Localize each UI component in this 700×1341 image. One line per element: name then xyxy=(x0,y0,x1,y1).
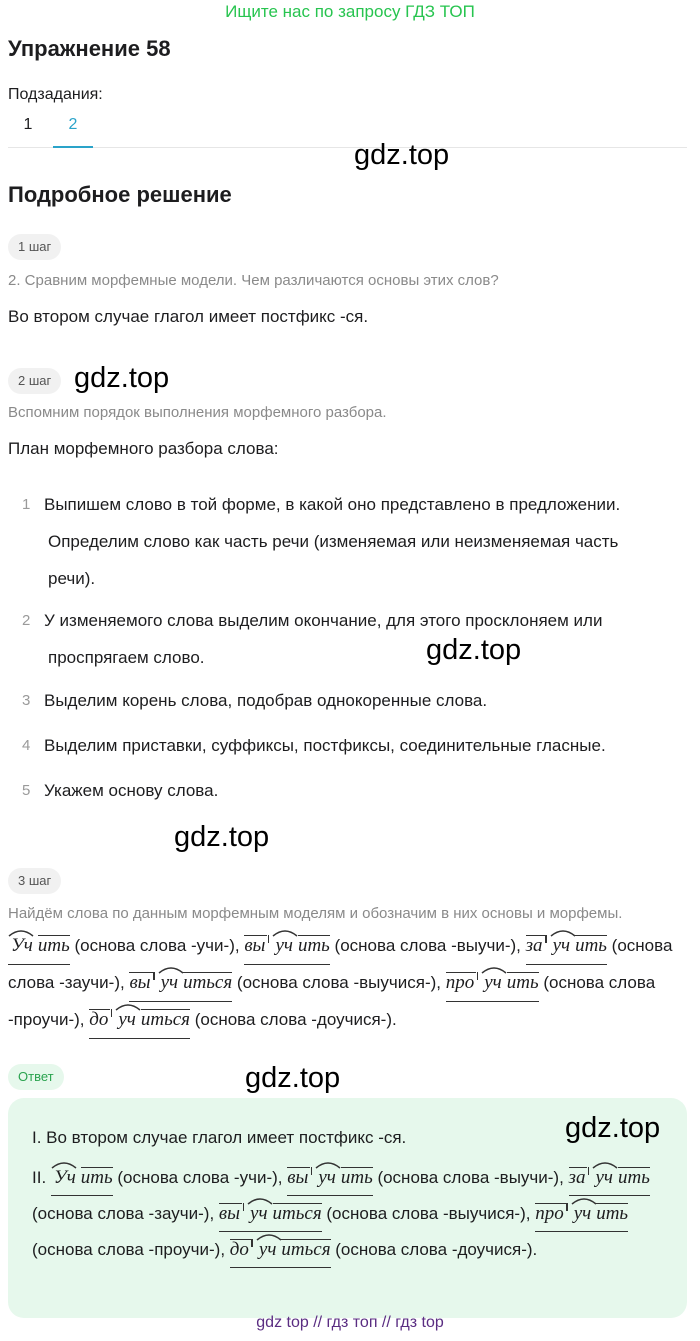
morpheme-note: (основа слова -проучи-), xyxy=(32,1240,230,1259)
list-text: Определим слово как часть речи (изменяемая или неизменяемая часть xyxy=(48,532,619,551)
list-number: 4 xyxy=(22,737,31,754)
suffix-morpheme: ить xyxy=(340,1167,373,1188)
prefix-morpheme: за xyxy=(569,1167,588,1188)
morpheme-note: (основа слова -выучи-), xyxy=(329,936,526,955)
morpheme-word xyxy=(569,1160,650,1196)
morpheme-note: (основа слова -выучися-), xyxy=(232,973,446,992)
step-text: План морфемного разбора слова: xyxy=(8,439,279,458)
prefix-morpheme: вы xyxy=(244,935,267,956)
morpheme-word xyxy=(446,965,539,1002)
suffix-morpheme: ить xyxy=(37,935,70,956)
morpheme-note: (основа слова -доучися-). xyxy=(189,1010,397,1029)
morpheme-note: (основа слова -заучи-), xyxy=(32,1204,219,1223)
list-number: 1 xyxy=(22,496,31,513)
morpheme-word xyxy=(230,1232,331,1268)
step-badge: 2 шаг xyxy=(8,368,61,394)
suffix-morpheme: ить xyxy=(617,1167,650,1188)
step-text: Во втором случае глагол имеет постфикс -ся. xyxy=(8,307,369,326)
root-morpheme: уч xyxy=(481,973,505,993)
morpheme-note: (основа слова -проучи-), xyxy=(8,973,656,1029)
watermark: gdz.top xyxy=(354,139,450,171)
tab-subtask-1[interactable]: 1 xyxy=(23,116,33,133)
step-badge: 3 шаг xyxy=(8,868,61,894)
morpheme-word xyxy=(287,1160,373,1196)
step-hint: Вспомним порядок выполнения морфемного разбора. xyxy=(8,404,387,421)
root-morpheme: уч xyxy=(247,1204,271,1224)
suffix-morpheme: ить xyxy=(596,1203,629,1224)
root-morpheme: Уч xyxy=(51,1168,79,1188)
root-morpheme: уч xyxy=(550,936,574,956)
search-banner: Ищите нас по запросу ГДЗ ТОП xyxy=(225,2,475,21)
prefix-morpheme: до xyxy=(89,1009,110,1030)
morpheme-word xyxy=(526,928,607,965)
morpheme-note: (основа слова -учи-), xyxy=(69,936,245,955)
root-morpheme: уч xyxy=(592,1168,616,1188)
prefix-morpheme: за xyxy=(526,935,545,956)
subtasks-label: Подзадания: xyxy=(8,86,103,103)
morpheme-note: (основа слова -заучи-), xyxy=(8,936,673,992)
morpheme-note: (основа слова -доучися-). xyxy=(330,1240,538,1259)
root-morpheme: уч xyxy=(115,1010,139,1030)
watermark: gdz.top xyxy=(565,1112,661,1144)
list-number: 5 xyxy=(22,782,31,799)
list-text: проспрягаем слово. xyxy=(48,648,205,667)
root-morpheme: уч xyxy=(256,1240,280,1260)
morpheme-word xyxy=(89,1002,190,1039)
morpheme-note: (основа слова -учи-), xyxy=(112,1168,288,1187)
prefix-morpheme: вы xyxy=(287,1167,310,1188)
suffix-morpheme: ить xyxy=(506,972,539,993)
list-number: 2 xyxy=(22,612,31,629)
morpheme-word xyxy=(8,928,70,965)
root-morpheme: уч xyxy=(272,936,296,956)
page-title: Упражнение 58 xyxy=(8,36,171,61)
footer-links: gdz top // гдз топ // гдз top xyxy=(256,1314,444,1331)
morpheme-word xyxy=(535,1196,628,1232)
suffix-morpheme: ить xyxy=(575,935,607,956)
suffix-morpheme: иться xyxy=(183,972,233,993)
answer-prefix: II. xyxy=(32,1168,51,1187)
subtask-tabs xyxy=(8,116,687,148)
suffix-morpheme: ить xyxy=(297,935,330,956)
list-number: 3 xyxy=(22,692,31,709)
root-morpheme: уч xyxy=(315,1168,339,1188)
suffix-morpheme: иться xyxy=(140,1009,190,1030)
morpheme-word xyxy=(129,965,232,1002)
suffix-morpheme: иться xyxy=(272,1203,322,1224)
answer-box xyxy=(8,1098,687,1318)
prefix-morpheme: про xyxy=(535,1203,566,1224)
prefix-morpheme: вы xyxy=(219,1203,242,1224)
morpheme-note: (основа слова -выучи-), xyxy=(372,1168,569,1187)
watermark: gdz.top xyxy=(245,1062,341,1094)
step-hint: 2. Сравним морфемные модели. Чем различаются основы этих слов? xyxy=(8,272,499,289)
root-morpheme: Уч xyxy=(8,936,36,956)
tab-subtask-2[interactable]: 2 xyxy=(53,116,93,148)
prefix-morpheme: про xyxy=(446,972,477,993)
watermark: gdz.top xyxy=(174,821,270,853)
answer-badge: Ответ xyxy=(8,1064,64,1090)
morpheme-word xyxy=(51,1160,113,1196)
suffix-morpheme: иться xyxy=(281,1239,331,1260)
step-badge: 1 шаг xyxy=(8,234,61,260)
watermark: gdz.top xyxy=(74,362,170,394)
morpheme-paragraph xyxy=(8,928,688,1039)
list-text: речи). xyxy=(48,569,96,588)
solution-heading: Подробное решение xyxy=(8,182,232,207)
morpheme-note: (основа слова -выучися-), xyxy=(321,1204,536,1223)
answer-line: I. Во втором случае глагол имеет постфикс -ся. xyxy=(32,1128,407,1147)
list-text: У изменяемого слова выделим окончание, для этого просклоняем или xyxy=(44,611,603,630)
list-text: Укажем основу слова. xyxy=(44,781,219,800)
watermark: gdz.top xyxy=(426,634,522,666)
list-text: Выделим приставки, суффиксы, постфиксы, соединительные гласные. xyxy=(44,736,606,755)
step-hint: Найдём слова по данным морфемным моделям и обозначим в них основы и морфемы. xyxy=(8,905,623,922)
list-text: Выделим корень слова, подобрав однокоренные слова. xyxy=(44,691,488,710)
answer-morphemes xyxy=(32,1160,672,1268)
morpheme-word xyxy=(219,1196,322,1232)
root-morpheme: уч xyxy=(571,1204,595,1224)
morpheme-word xyxy=(244,928,330,965)
suffix-morpheme: ить xyxy=(80,1167,113,1188)
prefix-morpheme: до xyxy=(230,1239,251,1260)
list-text: Выпишем слово в той форме, в какой оно представлено в предложении. xyxy=(44,495,621,514)
prefix-morpheme: вы xyxy=(129,972,152,993)
root-morpheme: уч xyxy=(158,973,182,993)
